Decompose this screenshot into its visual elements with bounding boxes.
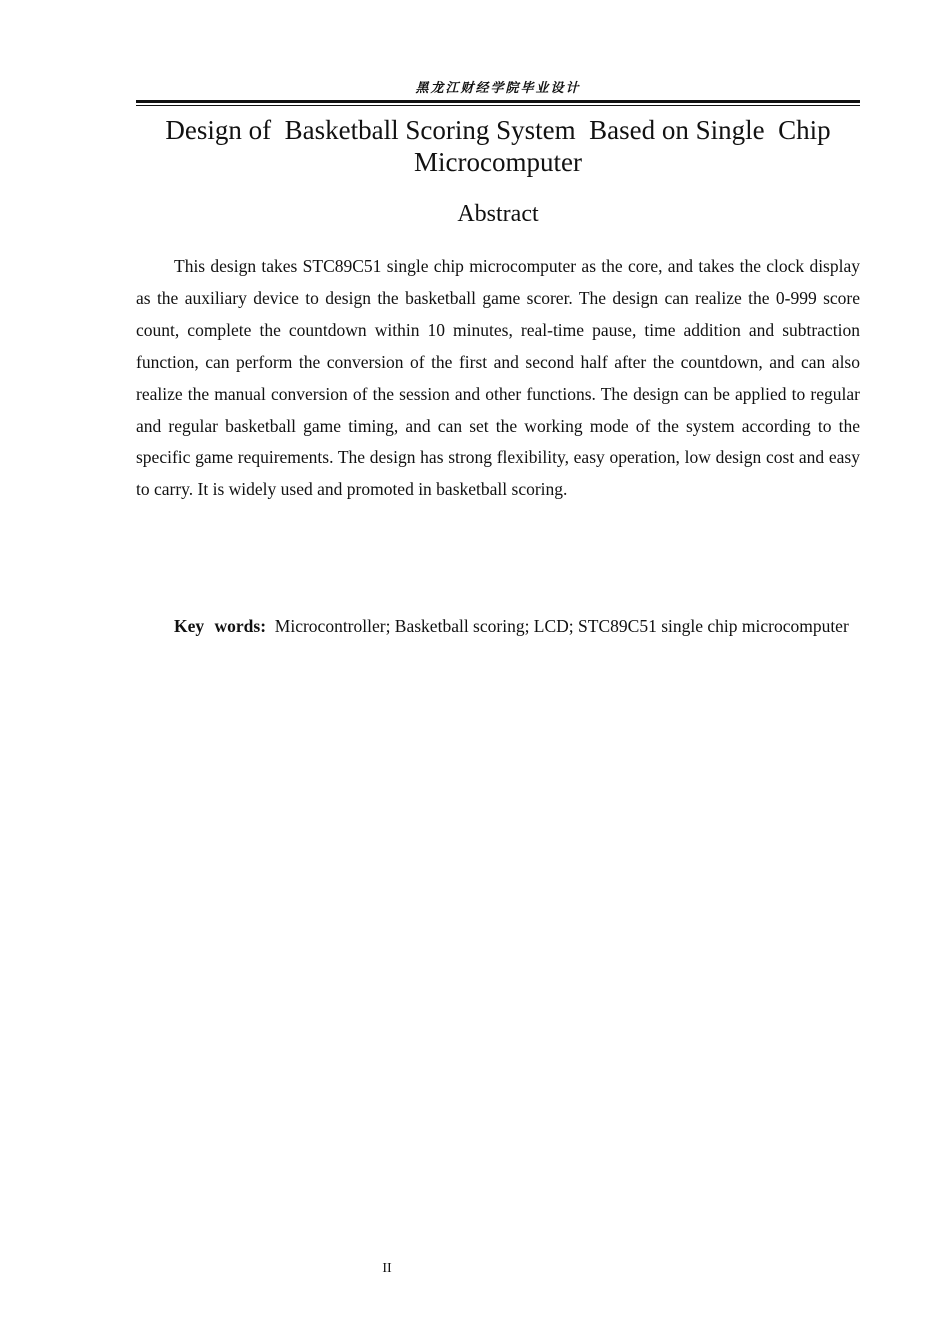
page-number: II bbox=[382, 1261, 392, 1276]
header-rule-thin bbox=[136, 105, 860, 106]
keywords-label: Key words: bbox=[174, 616, 267, 636]
thesis-title: Design of Basketball Scoring System Based on Single Chip Microcomputer bbox=[165, 115, 838, 177]
keywords-paragraph bbox=[136, 611, 860, 643]
abstract-body: This design takes STC89C51 single chip microcomputer as the core, and takes the clock display as the auxiliary device to design the basketball game scorer. The design can realize the 0-999 score count, complete the countdown within 10 minutes, real-time pause, time addition and subtraction function, can perform the conversion of the first and second half after the countdown, and can also realize the manual conversion of the session and other functions. The design can be applied to regular and regular basketball game timing, and can set the working mode of the system according to the specific game requirements. The design has strong flexibility, easy operation, low design cost and easy to carry. It is widely used and promoted in basketball scoring. bbox=[136, 256, 860, 500]
keywords-text: Microcontroller; Basketball scoring; LCD; STC89C51 single chip microcomputer bbox=[274, 616, 849, 636]
running-header: 黑龙江财经学院毕业设计 bbox=[415, 81, 581, 96]
abstract-heading: Abstract bbox=[457, 201, 539, 227]
header-rule-thick bbox=[136, 100, 860, 103]
